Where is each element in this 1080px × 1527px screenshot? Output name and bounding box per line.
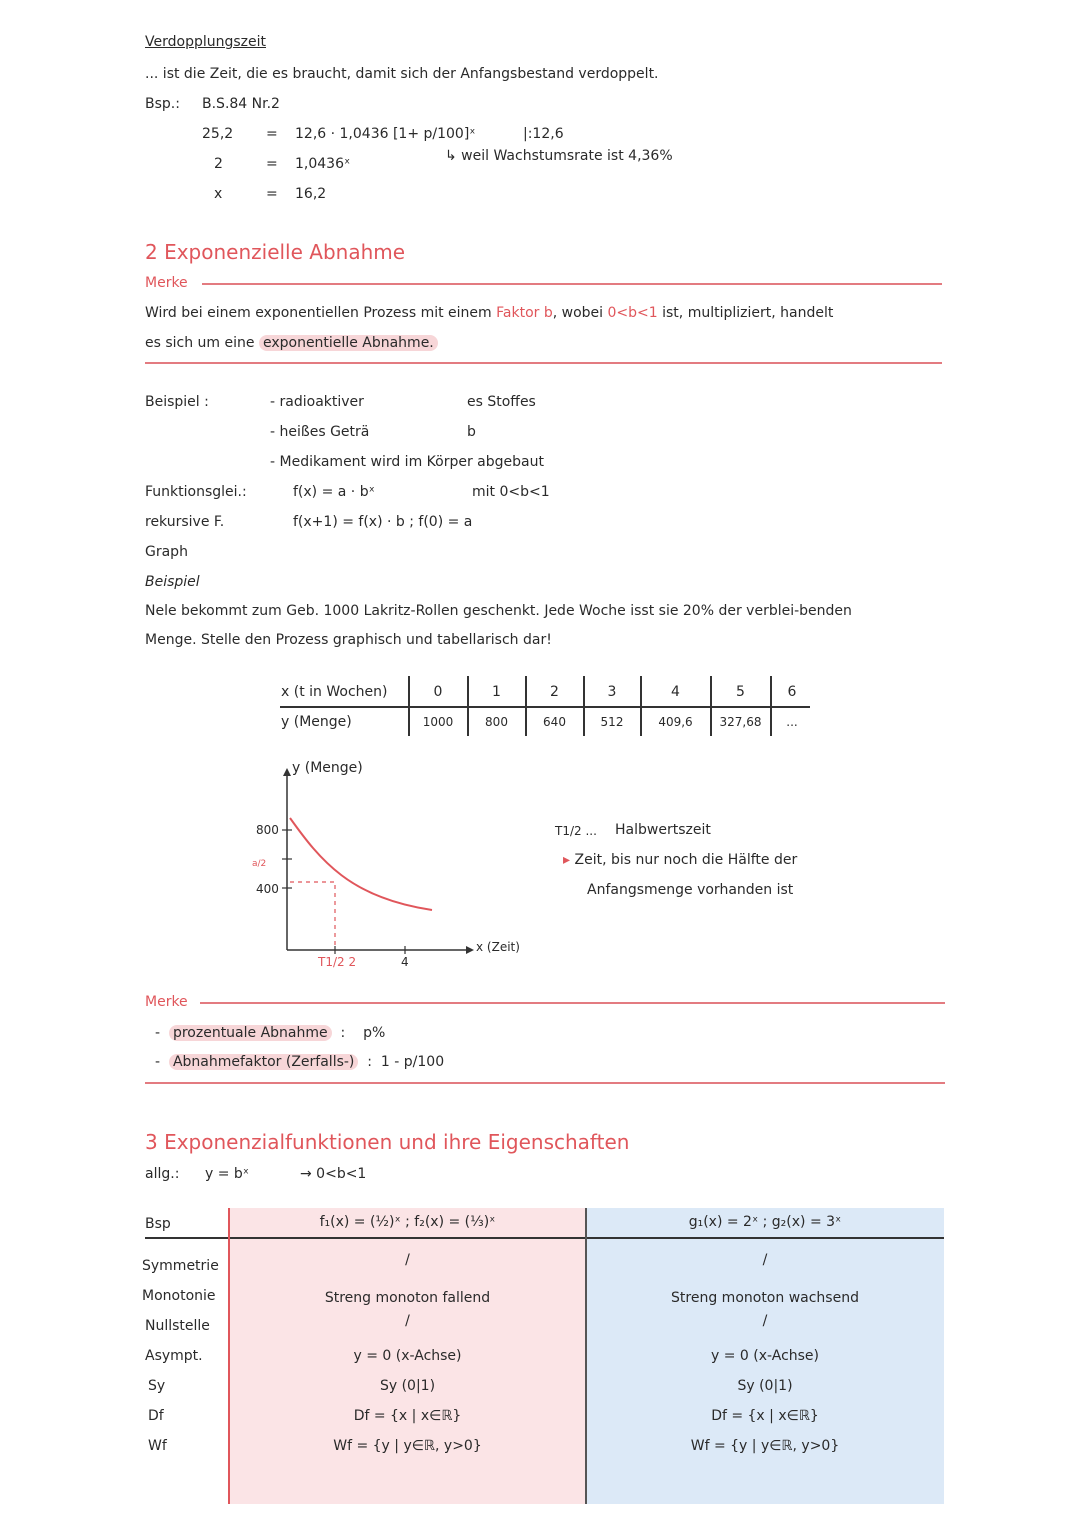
example-item-3-text: Medikament wird im Körper abgebaut: [279, 454, 544, 470]
bsp-label: Bsp.:: [145, 96, 180, 112]
merke-faktor: Faktor b: [496, 305, 553, 321]
example-item-3: - Medikament wird im Körper abgebaut: [270, 454, 544, 470]
eq-row-1-right: 12,6 · 1,0436 [1+ p/100]ˣ: [295, 126, 476, 142]
eq-row-3-eq: =: [266, 186, 278, 202]
merke-text-d: es sich um eine: [145, 335, 259, 351]
example-side-1: es Stoffes: [467, 394, 536, 410]
merke-text-b: , wobei: [552, 305, 608, 321]
col2-bsp: g₁(x) = 2ˣ ; g₂(x) = 3ˣ: [688, 1214, 842, 1230]
eq-row-2-eq: =: [266, 156, 278, 172]
graph-y-half-label: a/2: [252, 859, 267, 869]
halbwertszeit-desc-2: Anfangsmenge vorhanden ist: [587, 882, 794, 898]
graph-label: Graph: [145, 544, 188, 560]
col1-nullstelle: /: [405, 1313, 410, 1329]
verdopplung-definition: ... ist die Zeit, die es braucht, damit sich der Anfangsbestand verdoppelt.: [145, 66, 659, 82]
table-y-cell: 800: [485, 715, 508, 729]
eq-row-1-left: 25,2: [202, 126, 234, 142]
merke-condition: 0<b<1: [607, 305, 658, 321]
graph-x-tick-label-halfwert: T1/2 2: [318, 955, 357, 969]
example-item-2-text: heißes Geträ: [279, 424, 370, 440]
example-side-2: b: [467, 424, 476, 440]
graph-y-axis-label: y (Menge): [292, 760, 363, 776]
table-x-cell: 4: [671, 684, 680, 700]
merke2-item-1: - prozentuale Abnahme : p%: [155, 1025, 386, 1041]
halbwertszeit-symbol: T1/2 ...: [555, 824, 597, 838]
heading-exponenzialfunktionen: 3 Exponenzialfunktionen und ihre Eigenschaften: [145, 1130, 630, 1154]
col2-wf: Wf = {y | y∈ℝ, y>0}: [690, 1438, 840, 1454]
row-label-bsp: Bsp: [145, 1216, 171, 1232]
property-table-header-rule: [145, 1237, 944, 1239]
merke-label: Merke: [145, 275, 188, 291]
col2-monotonie: Streng monoton wachsend: [671, 1290, 859, 1306]
row-label-df: Df: [148, 1408, 164, 1424]
col2-df: Df = {x | x∈ℝ}: [711, 1408, 819, 1424]
table-horizontal-line: [280, 706, 810, 708]
merke-top-rule: [202, 283, 942, 285]
table-y-cell: 1000: [422, 715, 454, 729]
task-line-2: Menge. Stelle den Prozess graphisch und tabellarisch dar!: [145, 632, 552, 648]
eq-row-3-left: x: [214, 186, 223, 202]
rekursiv-formel: f(x+1) = f(x) · b ; f(0) = a: [293, 514, 473, 530]
table-y-cell: 327,68: [719, 715, 762, 729]
eq-row-2-note: ↳ weil Wachstumsrate ist 4,36%: [445, 148, 673, 164]
graph-y-tick-label-400: 400: [256, 882, 279, 896]
halbwertszeit-name: Halbwertszeit: [615, 822, 711, 838]
funktionsgleichung-label: Funktionsglei.:: [145, 484, 247, 500]
merke-text-line-1: [145, 305, 833, 321]
table-x-cell: 3: [607, 684, 617, 700]
merke2-term-2: Abnahmefaktor (Zerfalls-): [169, 1054, 358, 1070]
graph-x-axis-label: x (Zeit): [476, 940, 520, 954]
table-y-label: y (Menge): [281, 714, 352, 730]
row-label-nullstelle: Nullstelle: [145, 1318, 210, 1334]
halbwertszeit-desc-1: Zeit, bis nur noch die Hälfte der: [574, 852, 798, 868]
merke2-sep-1: :: [340, 1025, 346, 1041]
row-label-monotonie: Monotonie: [142, 1288, 216, 1304]
col1-df: Df = {x | x∈ℝ}: [353, 1408, 462, 1424]
col1-symmetrie: /: [405, 1252, 410, 1268]
graph-x-tick-label-4: 4: [401, 955, 409, 969]
table-y-cell: 409,6: [658, 715, 693, 729]
merke2-sep-2: :: [367, 1054, 373, 1070]
row-label-asymptote: Asympt.: [145, 1348, 203, 1364]
rekursiv-label: rekursive F.: [145, 514, 225, 530]
allg-label: allg.:: [145, 1166, 180, 1182]
table-x-cell: 2: [550, 684, 559, 700]
heading-exponentielle-abnahme: 2 Exponenzielle Abnahme: [145, 240, 406, 264]
merke-text-c: ist, multipliziert, handelt: [657, 305, 834, 321]
col1-bsp: f₁(x) = (½)ˣ ; f₂(x) = (⅓)ˣ: [319, 1214, 496, 1230]
merke-bottom-rule: [145, 362, 942, 364]
merke2-bottom-rule: [145, 1082, 945, 1084]
col2-nullstelle: /: [762, 1313, 768, 1329]
beispiel2-label: Beispiel: [145, 574, 200, 590]
table-y-cell: ...: [786, 715, 798, 729]
table-y-cell: 512: [600, 715, 624, 729]
merke2-label: Merke: [145, 994, 188, 1010]
table-x-cell: 0: [433, 684, 443, 700]
row-label-symmetrie: Symmetrie: [142, 1258, 219, 1274]
allg-condition: → 0<b<1: [300, 1166, 367, 1182]
table-x-cell: 1: [492, 684, 501, 700]
bsp-reference: B.S.84 Nr.2: [202, 96, 280, 112]
funktionsgleichung: f(x) = a · bˣ: [293, 484, 375, 500]
merke2-item-2: - Abnahmefaktor (Zerfalls-) : 1 - p/100: [155, 1054, 445, 1070]
merke2-value-1: p%: [363, 1025, 386, 1041]
decay-curve: [290, 818, 432, 910]
graph-x-arrow: [466, 946, 474, 954]
example-item-1-text: radioaktiver: [279, 394, 364, 410]
eq-row-1-note: |:12,6: [523, 126, 564, 142]
merke-text-a: Wird bei einem exponentiellen Prozess mit einem: [145, 305, 497, 321]
beispiel-label: Beispiel :: [145, 394, 209, 410]
merke2-term-1: prozentuale Abnahme: [169, 1025, 332, 1041]
merke-text-line-2: [145, 335, 438, 351]
col1-sy: Sy (0|1): [379, 1378, 436, 1394]
table-x-label: x (t in Wochen): [281, 684, 388, 700]
example-item-2: - heißes Geträ: [270, 424, 370, 440]
col2-sy: Sy (0|1): [737, 1378, 793, 1394]
halfwert-guide: [290, 882, 335, 946]
graph-y-arrow: [283, 768, 291, 776]
funktionsgleichung-condition: mit 0<b<1: [472, 484, 550, 500]
col2-symmetrie: /: [762, 1252, 768, 1268]
col1-asymptote: y = 0 (x-Achse): [353, 1348, 462, 1364]
col1-monotonie: Streng monoton fallend: [324, 1290, 491, 1306]
eq-row-2-left: 2: [214, 156, 223, 172]
example-item-1: - radioaktiver: [270, 394, 364, 410]
graph-y-tick-label-800: 800: [256, 823, 279, 837]
merke-highlight: exponentielle Abnahme.: [259, 335, 438, 351]
table-x-cell: 6: [787, 684, 797, 700]
halbwertszeit-bullet: [563, 852, 797, 868]
row-label-sy: Sy: [148, 1378, 166, 1394]
table-y-cell: 640: [543, 715, 566, 729]
bullet-arrow-icon: ▸: [563, 852, 571, 868]
allg-formula: y = bˣ: [205, 1166, 250, 1182]
merke2-top-rule: [200, 1002, 945, 1004]
row-label-wf: Wf: [148, 1438, 167, 1454]
task-line-1: Nele bekommt zum Geb. 1000 Lakritz-Rollen geschenkt. Jede Woche isst sie 20% der verblei-benden: [145, 603, 852, 619]
table-x-cell: 5: [736, 684, 745, 700]
eq-row-2-right: 1,0436ˣ: [295, 156, 351, 172]
eq-row-1-eq: =: [266, 126, 278, 142]
heading-verdopplungszeit: Verdopplungszeit: [145, 34, 266, 50]
col1-wf: Wf = {y | y∈ℝ, y>0}: [333, 1438, 482, 1454]
eq-row-3-right: 16,2: [295, 186, 327, 202]
merke2-value-2: 1 - p/100: [380, 1054, 445, 1070]
col2-asymptote: y = 0 (x-Achse): [710, 1348, 820, 1364]
